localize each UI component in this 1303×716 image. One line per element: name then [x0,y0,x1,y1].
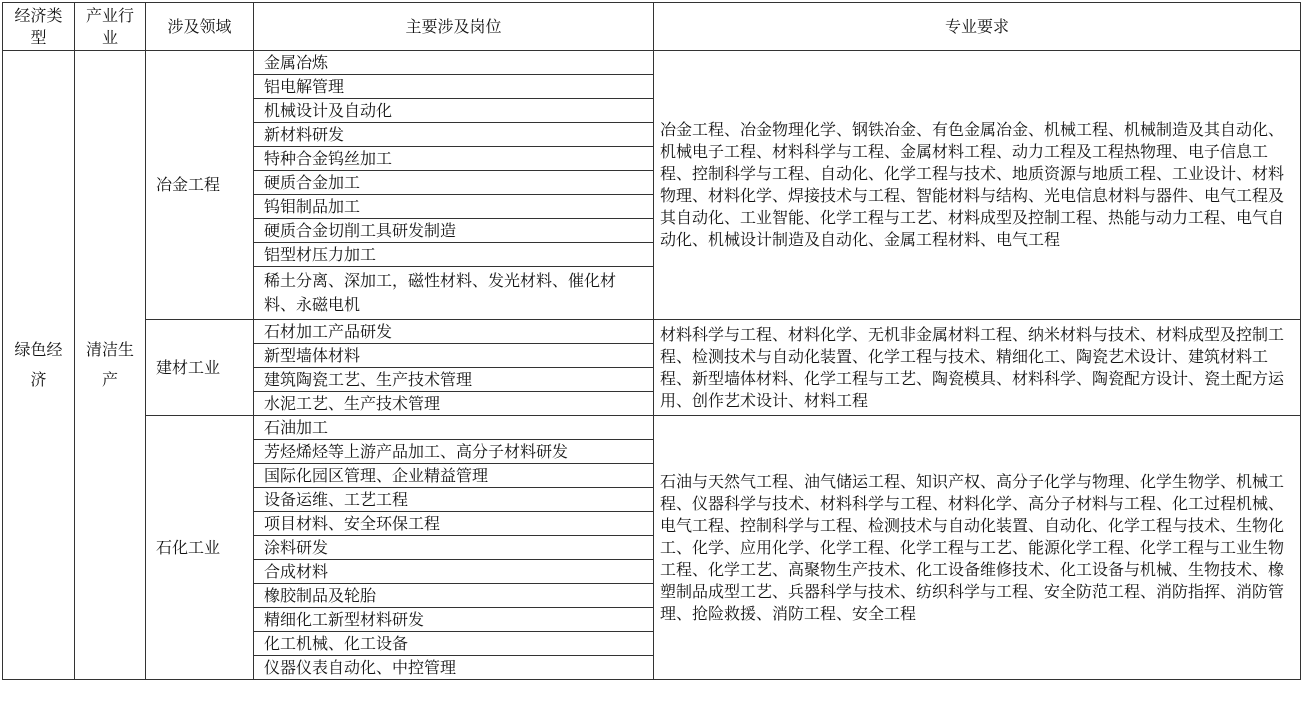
header-requirements: 专业要求 [654,3,1301,51]
header-industry: 产业行业 [75,3,146,51]
position-cell: 水泥工艺、生产技术管理 [254,392,654,416]
position-cell: 新材料研发 [254,123,654,147]
header-economy-type: 经济类型 [3,3,75,51]
field-cell: 石化工业 [146,416,254,680]
position-cell: 铝电解管理 [254,75,654,99]
position-cell: 仪器仪表自动化、中控管理 [254,656,654,680]
position-cell: 石材加工产品研发 [254,320,654,344]
industry-talent-table [2,2,1301,680]
requirements-cell: 冶金工程、冶金物理化学、钢铁冶金、有色金属冶金、机械工程、机械制造及其自动化、机械电子工程、材料科学与工程、金属材料工程、动力工程及工程热物理、电子信息工程、控制科学与工程、自动化、化学工程与技术、地质资源与地质工程、工业设计、材料物理、材料化学、焊接技术与工程、智能材料与结构、光电信息材料与器件、电气工程及其自动化、工业智能、化学工程与工艺、材料成型及控制工程、热能与动力工程、电气自动化、机械设计制造及自动化、金属工程材料、电气工程 [654,51,1301,320]
header-positions: 主要涉及岗位 [254,3,654,51]
position-cell: 合成材料 [254,560,654,584]
table-row [3,320,1301,344]
position-cell: 精细化工新型材料研发 [254,608,654,632]
position-cell: 硬质合金加工 [254,171,654,195]
requirements-cell: 材料科学与工程、材料化学、无机非金属材料工程、纳米材料与技术、材料成型及控制工程、检测技术与自动化装置、化学工程与技术、精细化工、陶瓷艺术设计、建筑材料工程、新型墙体材料、化学工程与工艺、陶瓷模具、材料科学、陶瓷配方设计、瓷土配方运用、创作艺术设计、材料工程 [654,320,1301,416]
industry-cell: 清洁生产 [75,51,146,680]
field-cell: 冶金工程 [146,51,254,320]
position-cell: 芳烃烯烃等上游产品加工、高分子材料研发 [254,440,654,464]
position-cell: 设备运维、工艺工程 [254,488,654,512]
header-field: 涉及领域 [146,3,254,51]
field-cell: 建材工业 [146,320,254,416]
position-cell: 项目材料、安全环保工程 [254,512,654,536]
table-row [3,416,1301,440]
position-cell: 特种合金钨丝加工 [254,147,654,171]
header-row [3,3,1301,51]
position-cell: 国际化园区管理、企业精益管理 [254,464,654,488]
position-cell: 机械设计及自动化 [254,99,654,123]
position-cell: 稀土分离、深加工，磁性材料、发光材料、催化材料、永磁电机 [254,267,654,320]
position-cell: 铝型材压力加工 [254,243,654,267]
position-cell: 硬质合金切削工具研发制造 [254,219,654,243]
economy-type-cell: 绿色经济 [3,51,75,680]
position-cell: 钨钼制品加工 [254,195,654,219]
requirements-cell: 石油与天然气工程、油气储运工程、知识产权、高分子化学与物理、化学生物学、机械工程、仪器科学与技术、材料科学与工程、材料化学、高分子材料与工程、化工过程机械、电气工程、控制科学与工程、检测技术与自动化装置、自动化、化学工程与技术、生物化工、化学、应用化学、化学工程、化学工程与工艺、能源化学工程、化学工程与工业生物工程、化学工艺、高聚物生产技术、化工设备维修技术、化工设备与机械、生物技术、橡塑制品成型工艺、兵器科学与技术、纺织科学与工程、安全防范工程、消防指挥、消防管理、抢险救援、消防工程、安全工程 [654,416,1301,680]
position-cell: 化工机械、化工设备 [254,632,654,656]
position-cell: 建筑陶瓷工艺、生产技术管理 [254,368,654,392]
position-cell: 涂料研发 [254,536,654,560]
position-cell: 金属冶炼 [254,51,654,75]
position-cell: 新型墙体材料 [254,344,654,368]
table-row [3,51,1301,75]
position-cell: 橡胶制品及轮胎 [254,584,654,608]
position-cell: 石油加工 [254,416,654,440]
